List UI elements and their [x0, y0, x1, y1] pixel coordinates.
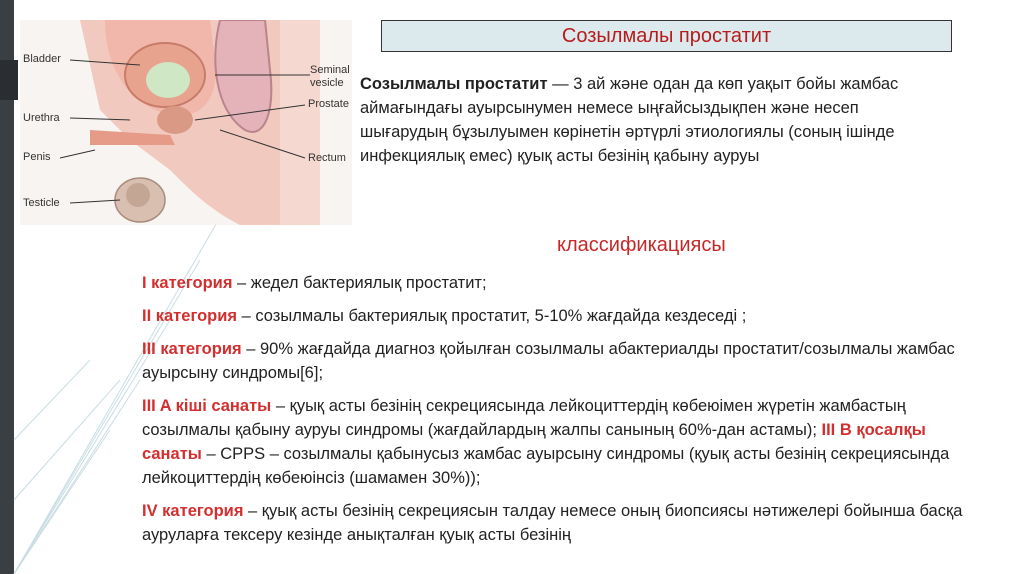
label-rectum: Rectum [308, 152, 346, 164]
definition-paragraph [360, 72, 920, 168]
category-item [142, 271, 972, 295]
label-testicle: Testicle [23, 197, 60, 209]
classification-heading: классификациясы [557, 234, 726, 256]
slide-title: Созылмалы простатит [381, 20, 952, 52]
category-list [142, 271, 972, 556]
label-bladder: Bladder [23, 53, 61, 65]
subcategory-label: III B қосалқы санаты [142, 421, 926, 463]
category-text: – созылмалы бактериялық простатит, 5-10% жағдайда кездеседі ; [237, 307, 747, 325]
category-label: I категория [142, 274, 233, 292]
category-label: III A кіші санаты [142, 397, 272, 415]
category-item [142, 304, 972, 328]
category-text: – қуық асты безінің секрециясын талдау немесе оның биопсиясы нәтижелері бойынша басқа ауруларға тексеру кезінде анықталған қуық асты безінің [142, 502, 963, 544]
category-item [142, 394, 972, 490]
category-text: – жедел бактериялық простатит; [232, 274, 487, 292]
anatomy-illustration [20, 20, 352, 225]
label-prostate: Prostate [308, 98, 349, 110]
definition-text: — 3 ай және одан да көп уақыт бойы жамбас аймағындағы ауырсынумен немесе ыңғайсыздықпен және несеп шығарудың бұзылуымен көрінетін әртүрлі этиологиялы (соның ішінде инфекциялық емес) қуық асты безінің қабыну ауруы [360, 75, 899, 165]
category-text: – қуық асты безінің секрециясында лейкоциттердің көбеюімен жүретін жамбастың созылмалы қабыну ауруы синдромы (жағдайлардың жалпы санының 60%-дан астамы); [142, 397, 906, 439]
category-text: – 90% жағдайда диагноз қойылған созылмалы абактериалды простатит/созылмалы жамбас ауырсыну синдромы[6]; [142, 340, 955, 382]
label-vesicle: vesicle [310, 77, 344, 89]
category-item [142, 337, 972, 385]
definition-term: Созылмалы простатит [360, 75, 548, 93]
category-label: II категория [142, 307, 238, 325]
anatomy-drawing [20, 20, 352, 225]
label-urethra: Urethra [23, 112, 60, 124]
label-penis: Penis [23, 151, 51, 163]
category-label: III категория [142, 340, 242, 358]
category-label: IV категория [142, 502, 244, 520]
category-item [142, 499, 972, 547]
subcategory-text: – CPPS – созылмалы қабынусыз жамбас ауырсыну синдромы (қуық асты безінің секрециясында лейкоциттердің көбеюінсіз (шамамен 30%)); [142, 445, 950, 487]
label-seminal: Seminal [310, 64, 350, 76]
